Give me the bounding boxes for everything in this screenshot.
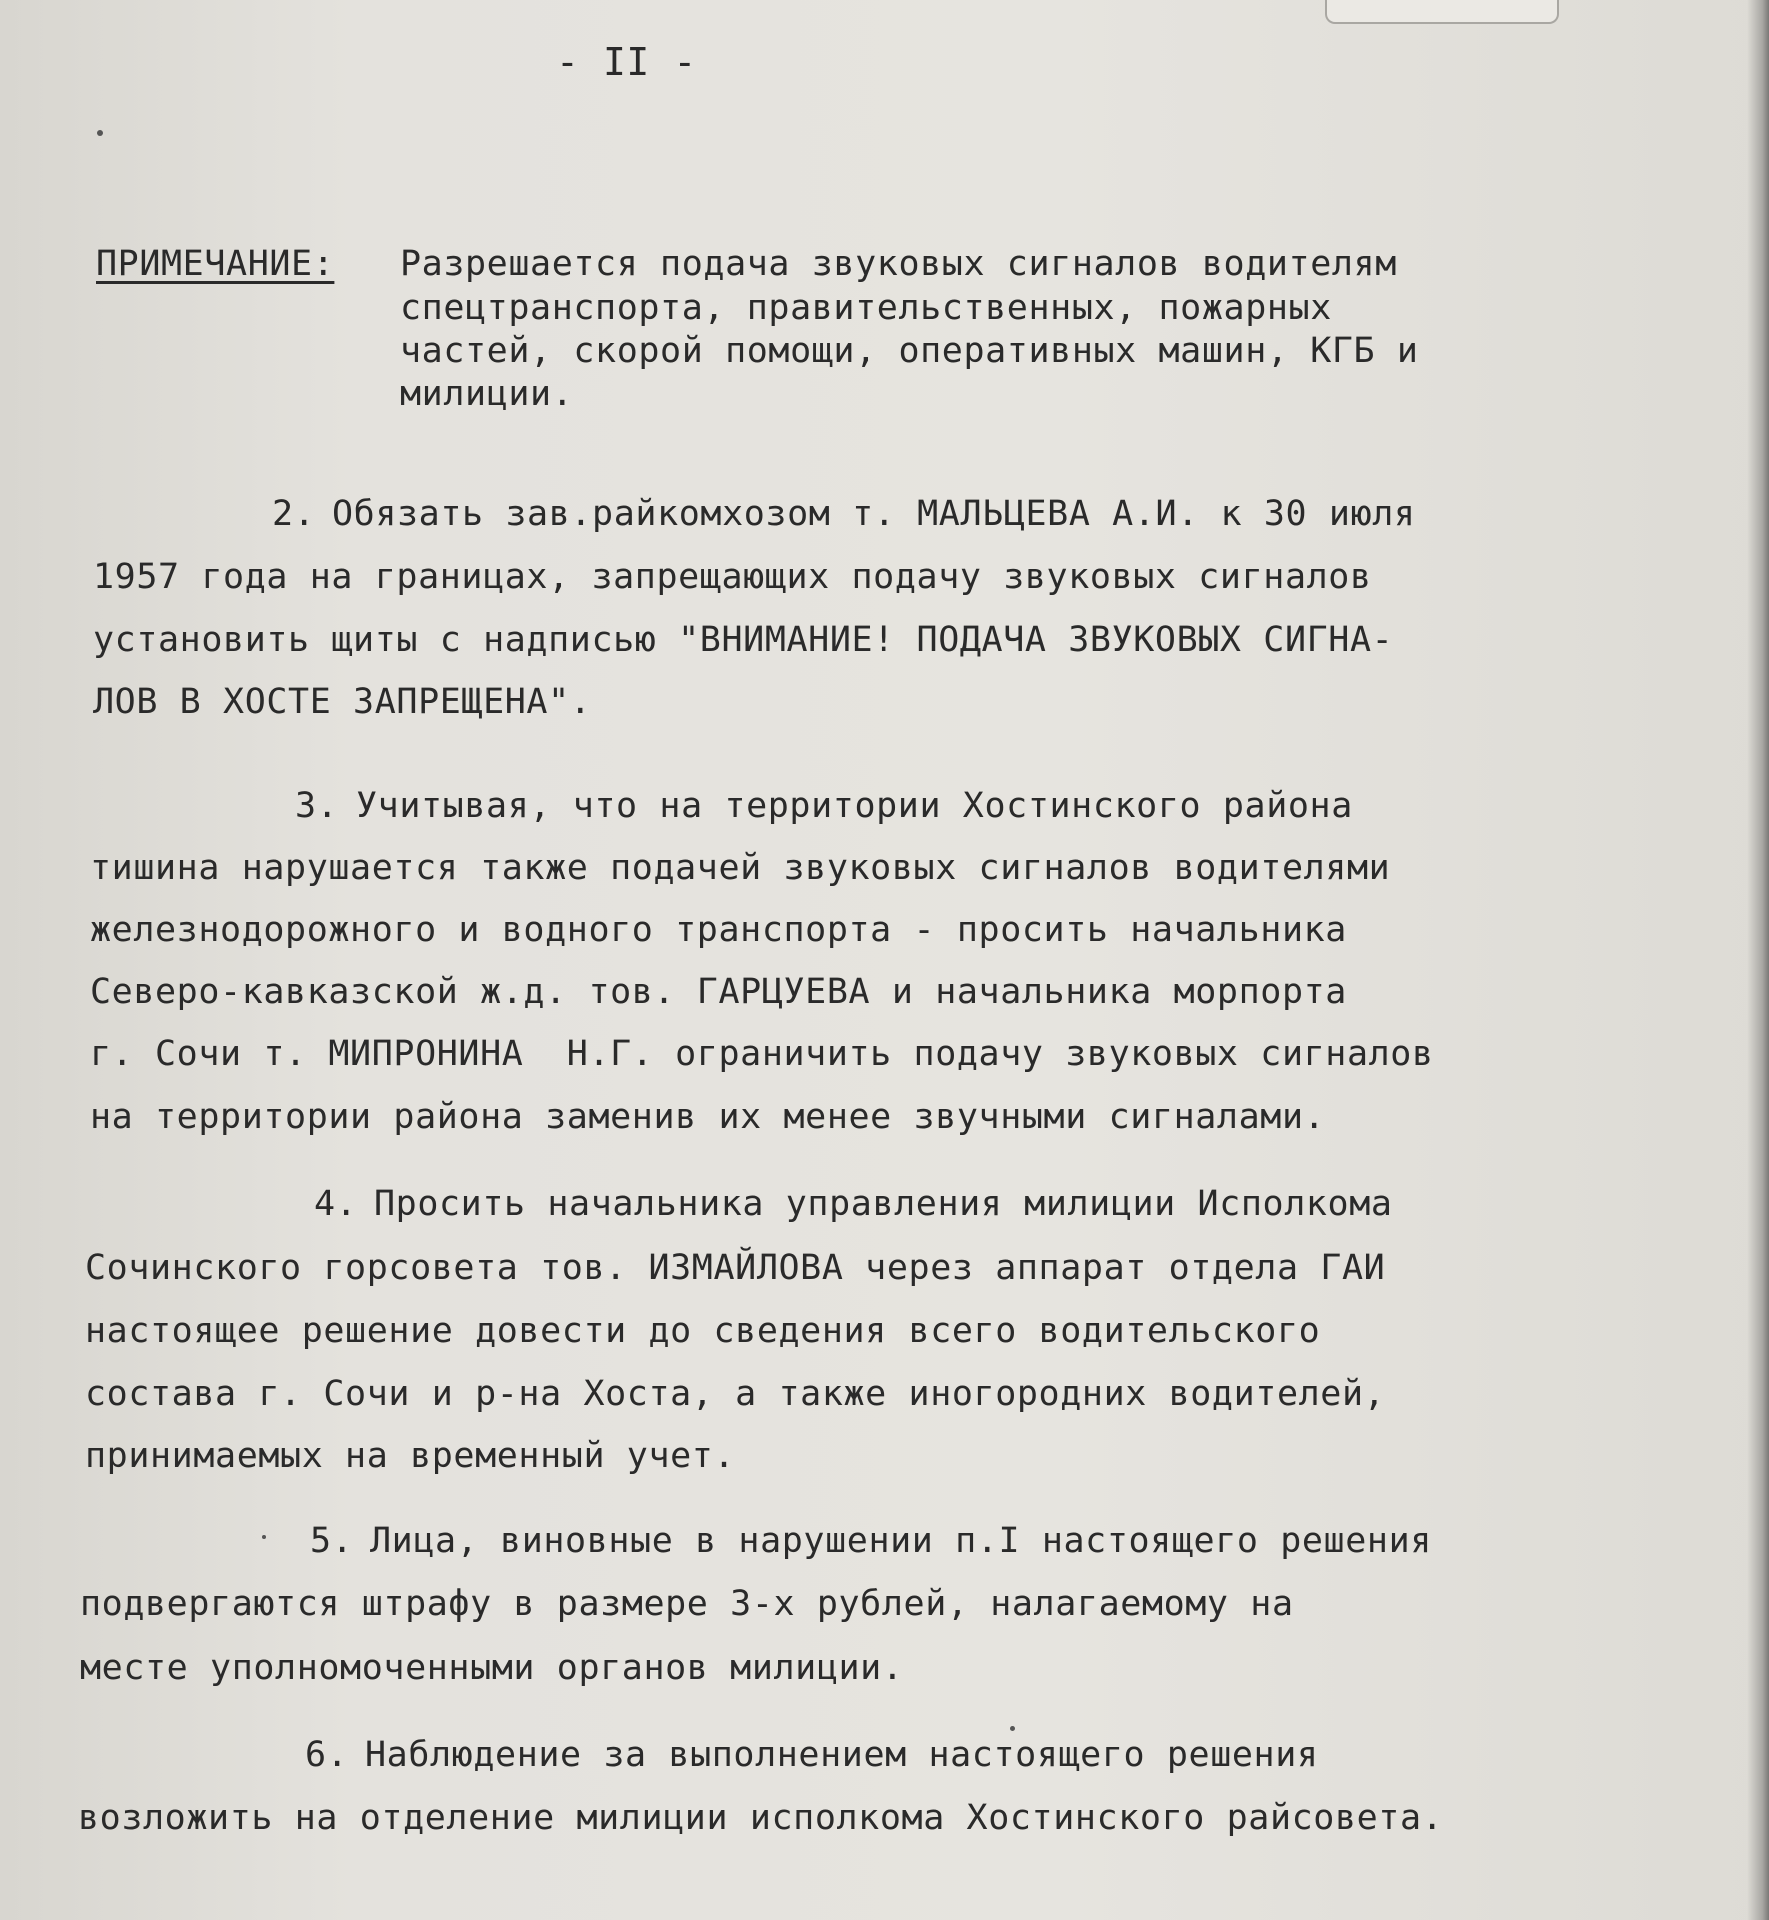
ink-speck: [1010, 1726, 1015, 1731]
item-line: тишина нарушается также подачей звуковых сигналов водителями: [90, 848, 1391, 888]
item-line: 1957 года на границах, запрещающих подачу звуковых сигналов: [93, 557, 1372, 597]
note-line: Разрешается подача звуковых сигналов водителям: [400, 244, 1397, 284]
note-label: ПРИМЕЧАНИЕ:: [96, 244, 335, 284]
item-line: Просить начальника управления милиции Исполкома: [374, 1184, 1393, 1224]
item-line: Сочинского горсовета тов. ИЗМАЙЛОВА через аппарат отдела ГАИ: [85, 1248, 1386, 1288]
item-line: подвергаются штрафу в размере 3-х рублей, налагаемому на: [80, 1584, 1294, 1624]
item-line: Наблюдение за выполнением настоящего решения: [365, 1735, 1319, 1775]
item-line: настоящее решение довести до сведения всего водительского: [85, 1311, 1321, 1351]
item-number: 6.: [305, 1735, 349, 1775]
ink-speck: [262, 1535, 266, 1539]
note-line: спецтранспорта, правительственных, пожарных: [400, 288, 1332, 328]
item-line: Учитывая, что на территории Хостинского района: [356, 786, 1353, 826]
item-line: состава г. Сочи и р-на Хоста, а также иногородних водителей,: [85, 1374, 1386, 1414]
item-line: ЛОВ В ХОСТЕ ЗАПРЕЩЕНА".: [93, 682, 592, 722]
item-line: г. Сочи т. МИПРОНИНА Н.Г. ограничить подачу звуковых сигналов: [90, 1034, 1434, 1074]
page-edge-shadow: [1747, 0, 1769, 1920]
item-line: принимаемых на временный учет.: [85, 1436, 736, 1476]
page-tab-edge: [1325, 0, 1559, 24]
item-line: возложить на отделение милиции исполкома Хостинского райсовета.: [78, 1798, 1444, 1838]
item-line: Обязать зав.райкомхозом т. МАЛЬЦЕВА А.И. к 30 июля: [332, 494, 1416, 534]
item-number: 3.: [295, 786, 339, 826]
note-line: частей, скорой помощи, оперативных машин, КГБ и: [400, 331, 1419, 371]
note-line: милиции.: [400, 374, 574, 414]
item-number: 2.: [272, 494, 316, 534]
item-number: 5.: [310, 1521, 354, 1561]
item-line: железнодорожного и водного транспорта - просить начальника: [90, 910, 1347, 950]
item-line: Северо-кавказской ж.д. тов. ГАРЦУЕВА и начальника морпорта: [90, 972, 1347, 1012]
item-line: установить щиты с надписью "ВНИМАНИЕ! ПОДАЧА ЗВУКОВЫХ СИГНА-: [93, 620, 1394, 660]
item-line: месте уполномоченными органов милиции.: [80, 1648, 904, 1688]
ink-speck: [97, 130, 103, 136]
item-line: Лица, виновные в нарушении п.I настоящего решения: [370, 1521, 1432, 1561]
page-number: - II -: [556, 40, 697, 84]
item-line: на территории района заменив их менее звучными сигналами.: [90, 1097, 1326, 1137]
item-number: 4.: [314, 1184, 358, 1224]
